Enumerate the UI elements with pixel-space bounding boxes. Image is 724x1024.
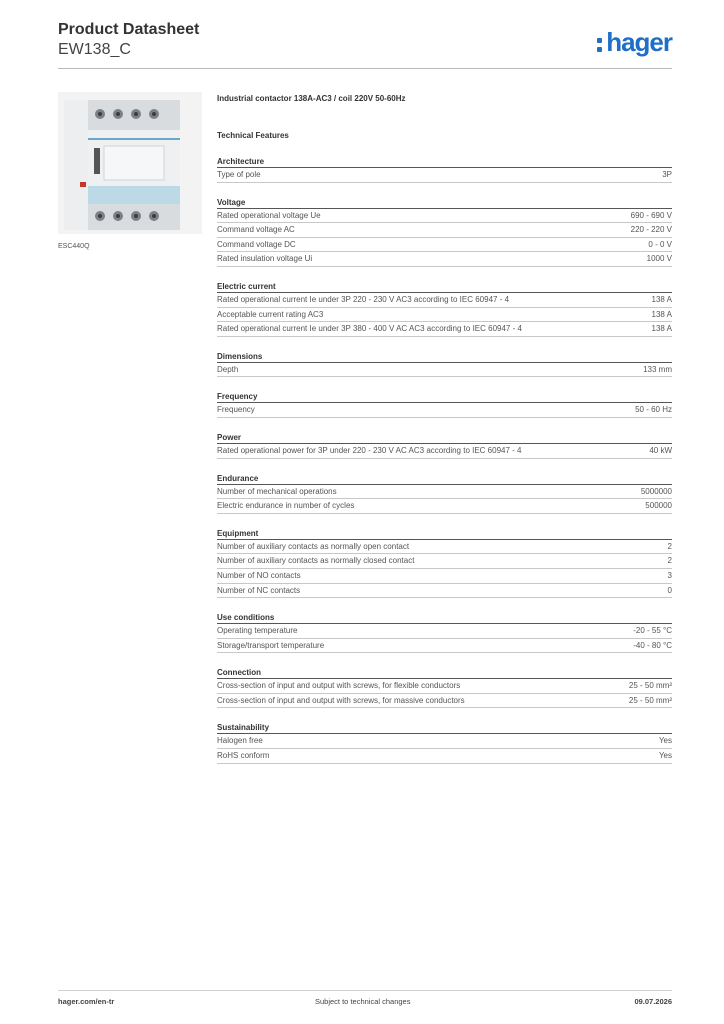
feature-value: 3P bbox=[662, 170, 672, 179]
feature-row bbox=[217, 485, 672, 500]
product-code: EW138_C bbox=[58, 41, 131, 58]
section-title: Connection bbox=[217, 667, 672, 679]
feature-label: Operating temperature bbox=[217, 626, 298, 636]
feature-value: 220 - 220 V bbox=[630, 225, 672, 235]
feature-label: Number of auxiliary contacts as normally open contact bbox=[217, 541, 410, 551]
feature-row bbox=[217, 252, 672, 267]
feature-row bbox=[217, 734, 672, 749]
footer-website[interactable]: hager.com/en-tr bbox=[58, 997, 115, 1006]
feature-value: 5000000 bbox=[640, 486, 672, 496]
feature-value: 138 A bbox=[651, 309, 672, 319]
datasheet-content bbox=[217, 93, 672, 764]
feature-label: Rated insulation voltage Ui bbox=[217, 254, 313, 264]
feature-label: Halogen free bbox=[217, 736, 263, 746]
section-title: Architecture bbox=[217, 156, 672, 168]
feature-row bbox=[217, 749, 672, 764]
feature-label: Type of pole bbox=[217, 170, 261, 179]
contactor-icon bbox=[58, 92, 202, 234]
feature-value: Yes bbox=[658, 751, 672, 761]
feature-row bbox=[217, 624, 672, 639]
feature-value: -20 - 55 °C bbox=[633, 626, 672, 636]
hager-logo bbox=[597, 26, 672, 58]
feature-label: Depth bbox=[217, 364, 239, 374]
logo-text: hager bbox=[606, 27, 672, 57]
section-title: Electric current bbox=[217, 281, 672, 293]
feature-label: Storage/transport temperature bbox=[217, 640, 325, 650]
header-divider bbox=[58, 68, 672, 69]
footer-date: 09.07.2026 bbox=[634, 997, 672, 1006]
feature-label: Cross-section of input and output with screws, for massive conductors bbox=[217, 695, 465, 705]
feature-row bbox=[217, 322, 672, 337]
feature-value: 2 bbox=[667, 556, 672, 566]
document-title: Product Datasheet bbox=[58, 21, 200, 38]
section-title: Frequency bbox=[217, 391, 672, 403]
feature-row bbox=[217, 554, 672, 569]
feature-value: 138 A bbox=[651, 294, 672, 304]
section-title: Power bbox=[217, 432, 672, 444]
feature-value: 50 - 60 Hz bbox=[635, 405, 672, 415]
feature-label: Number of auxiliary contacts as normally closed contact bbox=[217, 556, 415, 566]
product-image bbox=[58, 92, 202, 234]
feature-row bbox=[217, 363, 672, 378]
footer-notice: Subject to technical changes bbox=[315, 997, 411, 1006]
section-title: Equipment bbox=[217, 528, 672, 540]
feature-value: 25 - 50 mm² bbox=[628, 695, 672, 705]
feature-section bbox=[217, 156, 672, 183]
feature-value: 1000 V bbox=[646, 254, 672, 264]
product-description: Industrial contactor 138A-AC3 / coil 220V 50-60Hz bbox=[217, 94, 406, 103]
feature-section bbox=[217, 432, 672, 459]
feature-label: Rated operational power for 3P under 220 - 230 V AC AC3 according to IEC 60947 - 4 bbox=[217, 445, 522, 455]
feature-sections bbox=[217, 156, 672, 764]
feature-section bbox=[217, 722, 672, 763]
feature-row bbox=[217, 679, 672, 694]
feature-section bbox=[217, 667, 672, 708]
feature-label: Command voltage DC bbox=[217, 239, 296, 249]
feature-label: Number of NO contacts bbox=[217, 570, 301, 580]
feature-section bbox=[217, 281, 672, 337]
feature-value: Yes bbox=[658, 736, 672, 746]
feature-label: Rated operational current Ie under 3P 380 - 400 V AC AC3 according to IEC 60947 - 4 bbox=[217, 324, 522, 334]
feature-row bbox=[217, 223, 672, 238]
section-title: Voltage bbox=[217, 197, 672, 209]
feature-label: Number of mechanical operations bbox=[217, 486, 337, 496]
feature-row bbox=[217, 293, 672, 308]
feature-value: 40 kW bbox=[649, 445, 672, 455]
section-title: Use conditions bbox=[217, 612, 672, 624]
feature-label: Rated operational voltage Ue bbox=[217, 210, 321, 220]
feature-value: 25 - 50 mm² bbox=[628, 681, 672, 691]
feature-label: Command voltage AC bbox=[217, 225, 295, 235]
feature-value: -40 - 80 °C bbox=[633, 640, 672, 650]
feature-value: 3 bbox=[667, 570, 672, 580]
section-title: Sustainability bbox=[217, 722, 672, 734]
feature-row bbox=[217, 209, 672, 224]
feature-section bbox=[217, 612, 672, 653]
feature-label: Acceptable current rating AC3 bbox=[217, 309, 324, 319]
section-title: Dimensions bbox=[217, 351, 672, 363]
feature-label: Cross-section of input and output with screws, for flexible conductors bbox=[217, 681, 461, 691]
feature-row bbox=[217, 569, 672, 584]
feature-value: 133 mm bbox=[643, 364, 672, 374]
logo-dots-icon bbox=[597, 38, 604, 52]
feature-row bbox=[217, 308, 672, 323]
feature-value: 500000 bbox=[645, 501, 672, 511]
feature-row bbox=[217, 168, 672, 183]
feature-row bbox=[217, 499, 672, 514]
feature-section bbox=[217, 391, 672, 418]
feature-label: RoHS conform bbox=[217, 751, 270, 761]
feature-row bbox=[217, 403, 672, 418]
feature-value: 0 - 0 V bbox=[648, 239, 672, 249]
feature-label: Frequency bbox=[217, 405, 255, 415]
image-caption: ESC440Q bbox=[58, 243, 90, 250]
feature-row bbox=[217, 694, 672, 709]
technical-features-title: Technical Features bbox=[217, 131, 289, 140]
section-title: Endurance bbox=[217, 473, 672, 485]
feature-value: 690 - 690 V bbox=[630, 210, 672, 220]
feature-label: Rated operational current Ie under 3P 220 - 230 V AC3 according to IEC 60947 - 4 bbox=[217, 294, 510, 304]
feature-section bbox=[217, 197, 672, 267]
feature-value: 138 A bbox=[651, 324, 672, 334]
feature-section bbox=[217, 473, 672, 514]
feature-row bbox=[217, 584, 672, 599]
feature-row bbox=[217, 540, 672, 555]
feature-row bbox=[217, 639, 672, 654]
footer-divider bbox=[58, 990, 672, 991]
feature-label: Electric endurance in number of cycles bbox=[217, 501, 355, 511]
feature-value: 2 bbox=[667, 541, 672, 551]
document-header bbox=[58, 20, 199, 60]
feature-label: Number of NC contacts bbox=[217, 585, 301, 595]
feature-section bbox=[217, 528, 672, 598]
feature-value: 0 bbox=[667, 585, 672, 595]
feature-row bbox=[217, 444, 672, 459]
feature-section bbox=[217, 351, 672, 378]
feature-row bbox=[217, 238, 672, 253]
